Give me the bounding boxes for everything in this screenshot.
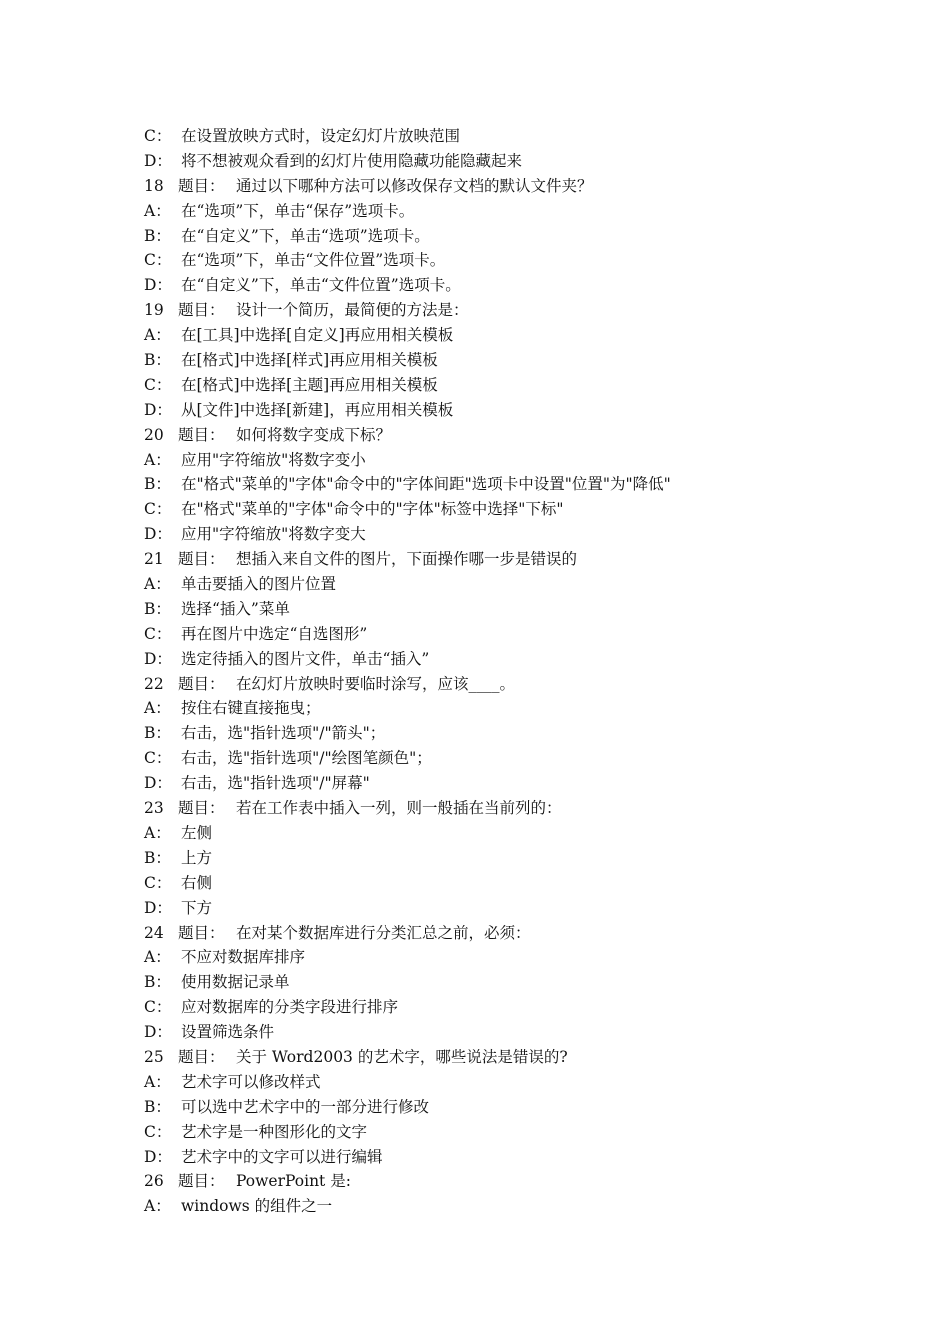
option-letter: A： (144, 699, 171, 718)
option-letter: C： (144, 1122, 172, 1141)
option-letter: D： (144, 525, 172, 544)
option-text: 再在图片中选定“自选图形” (181, 624, 368, 643)
option-text: 在“自定义”下，单击“选项”选项卡。 (181, 226, 430, 245)
option-text: 应对数据库的分类字段进行排序 (181, 998, 399, 1017)
question-label: 题目： (178, 1172, 225, 1191)
option-line (144, 846, 864, 871)
question-line-26 (144, 1169, 864, 1194)
question-label: 题目： (178, 1047, 225, 1066)
option-text: 下方 (181, 898, 213, 917)
option-line (144, 348, 864, 373)
option-text: 在设置放映方式时，设定幻灯片放映范围 (181, 127, 461, 145)
question-line-19 (144, 298, 864, 323)
option-line (144, 1120, 864, 1145)
option-line (144, 647, 864, 672)
question-label: 题目： (178, 550, 225, 569)
option-text: 上方 (181, 848, 213, 867)
option-line (144, 199, 864, 224)
question-text: 如何将数字变成下标？ (236, 425, 392, 444)
option-letter: C： (144, 749, 172, 768)
option-line (144, 323, 864, 348)
option-text: 应用"字符缩放"将数字变小 (181, 450, 366, 469)
question-line-21 (144, 547, 864, 572)
question-label: 题目： (178, 674, 225, 693)
question-text: 通过以下哪种方法可以修改保存文档的默认文件夹？ (236, 176, 593, 195)
option-text: 艺术字可以修改样式 (181, 1072, 321, 1091)
option-letter: D： (144, 1023, 172, 1042)
option-letter: B： (144, 973, 171, 992)
option-text: 艺术字是一种图形化的文字 (181, 1122, 368, 1141)
option-line (144, 1145, 864, 1170)
option-letter: D： (144, 151, 172, 170)
option-line (144, 896, 864, 921)
option-line (144, 771, 864, 796)
option-text: 应用"字符缩放"将数字变大 (181, 525, 366, 544)
option-line (144, 149, 864, 174)
question-text: PowerPoint 是: (236, 1172, 351, 1191)
option-text: 从[文件]中选择[新建]，再应用相关模板 (181, 400, 454, 419)
question-line-18 (144, 174, 864, 199)
option-letter: D： (144, 400, 172, 419)
option-text: 右侧 (181, 873, 213, 892)
option-letter: D： (144, 1147, 172, 1166)
option-letter: D： (144, 774, 172, 793)
option-line (144, 821, 864, 846)
question-line-25 (144, 1045, 864, 1070)
option-letter: A： (144, 823, 171, 842)
question-number: 20 (144, 425, 164, 444)
option-line (144, 248, 864, 273)
option-line (144, 273, 864, 298)
option-text: 在[格式]中选择[主题]再应用相关模板 (181, 375, 438, 394)
option-text: 在"格式"菜单的"字体"命令中的"字体间距"选项卡中设置"位置"为"降低" (181, 475, 671, 494)
option-letter: A： (144, 948, 171, 967)
option-line (144, 1095, 864, 1120)
option-letter: B： (144, 226, 171, 245)
option-line (144, 448, 864, 473)
option-letter: C： (144, 500, 172, 519)
option-text: 左侧 (181, 823, 213, 842)
question-line-20 (144, 423, 864, 448)
option-letter: B： (144, 351, 171, 370)
option-letter: A： (144, 1072, 171, 1091)
option-letter: D： (144, 276, 172, 295)
option-letter: C： (144, 127, 172, 145)
option-text: 使用数据记录单 (181, 973, 290, 992)
option-letter: B： (144, 599, 171, 618)
option-line (144, 1020, 864, 1045)
question-label: 题目： (178, 799, 225, 818)
option-letter: C： (144, 251, 172, 270)
question-line-23 (144, 796, 864, 821)
option-text: 艺术字中的文字可以进行编辑 (181, 1147, 383, 1166)
question-text: 在幻灯片放映时要临时涂写，应该____。 (236, 674, 516, 693)
option-letter: A： (144, 326, 171, 345)
question-list (144, 124, 864, 1219)
option-text: 将不想被观众看到的幻灯片使用隐藏功能隐藏起来 (181, 151, 523, 170)
option-line (144, 746, 864, 771)
question-number: 23 (144, 799, 164, 818)
option-text: 在"格式"菜单的"字体"命令中的"字体"标签中选择"下标" (181, 500, 564, 519)
option-letter: B： (144, 475, 171, 494)
option-text: 在[格式]中选择[样式]再应用相关模板 (181, 351, 438, 370)
question-line-24 (144, 921, 864, 946)
option-letter: D： (144, 649, 172, 668)
option-line (144, 871, 864, 896)
option-line (144, 522, 864, 547)
question-text: 在对某个数据库进行分类汇总之前，必须： (236, 923, 531, 942)
question-line-22 (144, 672, 864, 697)
option-text: 不应对数据库排序 (181, 948, 306, 967)
option-text: 选择“插入”菜单 (181, 599, 290, 618)
option-letter: C： (144, 624, 172, 643)
question-number: 24 (144, 923, 164, 942)
question-number: 26 (144, 1172, 164, 1191)
option-text: 右击，选"指针选项"/"绘图笔颜色"； (181, 749, 432, 768)
option-letter: C： (144, 375, 172, 394)
option-letter: A： (144, 1197, 171, 1216)
question-text: 想插入来自文件的图片，下面操作哪一步是错误的 (236, 550, 578, 569)
option-line (144, 373, 864, 398)
question-number: 21 (144, 550, 164, 569)
option-line (144, 497, 864, 522)
option-line (144, 597, 864, 622)
question-label: 题目： (178, 176, 225, 195)
option-letter: C： (144, 998, 172, 1017)
option-line (144, 721, 864, 746)
option-line (144, 995, 864, 1020)
question-number: 19 (144, 301, 164, 320)
option-letter: A： (144, 450, 171, 469)
option-text: 在“选项”下，单击“保存”选项卡。 (181, 201, 415, 220)
option-text: 设置筛选条件 (181, 1023, 275, 1042)
question-label: 题目： (178, 923, 225, 942)
option-line (144, 622, 864, 647)
option-line (144, 124, 864, 149)
option-text: 右击，选"指针选项"/"箭头"； (181, 724, 386, 743)
option-text: 选定待插入的图片文件，单击“插入” (181, 649, 430, 668)
option-text: 在[工具]中选择[自定义]再应用相关模板 (181, 326, 454, 345)
question-number: 18 (144, 176, 164, 195)
option-line (144, 1070, 864, 1095)
option-text: 在“自定义”下，单击“文件位置”选项卡。 (181, 276, 461, 295)
option-letter: C： (144, 873, 172, 892)
option-letter: B： (144, 848, 171, 867)
option-line (144, 398, 864, 423)
option-text: windows 的组件之一 (181, 1197, 333, 1216)
option-letter: A： (144, 575, 171, 594)
option-text: 按住右键直接拖曳； (181, 699, 321, 718)
option-line (144, 572, 864, 597)
option-text: 在“选项”下，单击“文件位置”选项卡。 (181, 251, 446, 270)
option-letter: A： (144, 201, 171, 220)
question-text: 若在工作表中插入一列，则一般插在当前列的： (236, 799, 562, 818)
question-number: 22 (144, 674, 164, 693)
option-line (144, 472, 864, 497)
option-text: 单击要插入的图片位置 (181, 575, 337, 594)
question-number: 25 (144, 1047, 164, 1066)
option-line (144, 224, 864, 249)
option-text: 可以选中艺术字中的一部分进行修改 (181, 1097, 430, 1116)
question-label: 题目： (178, 425, 225, 444)
option-letter: B： (144, 724, 171, 743)
option-line (144, 970, 864, 995)
option-text: 右击，选"指针选项"/"屏幕" (181, 774, 370, 793)
question-text: 关于 Word2003 的艺术字，哪些说法是错误的? (236, 1047, 568, 1066)
option-line (144, 945, 864, 970)
option-letter: D： (144, 898, 172, 917)
option-letter: B： (144, 1097, 171, 1116)
option-line (144, 1194, 864, 1219)
option-line (144, 696, 864, 721)
question-text: 设计一个简历，最简便的方法是： (236, 301, 469, 320)
question-label: 题目： (178, 301, 225, 320)
